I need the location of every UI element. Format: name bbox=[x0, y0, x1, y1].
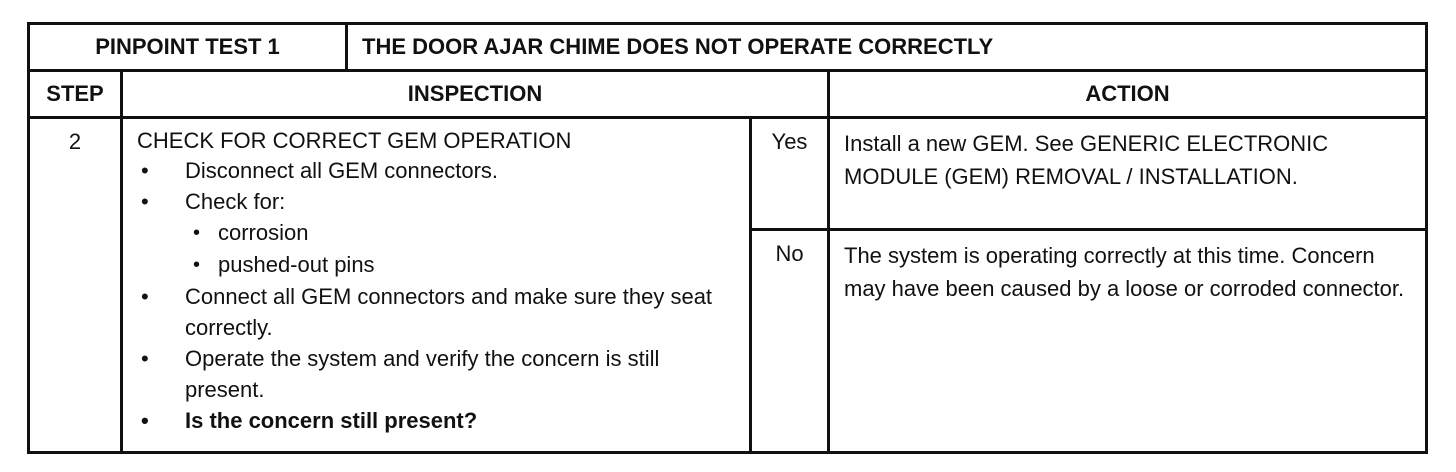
step-row-yes bbox=[29, 118, 1427, 230]
test-header-row bbox=[29, 24, 1427, 71]
step-title: CHECK FOR CORRECT GEM OPERATION bbox=[137, 128, 572, 153]
action-column-header: ACTION bbox=[829, 71, 1427, 118]
column-header-row bbox=[29, 71, 1427, 118]
inspection-step bbox=[137, 186, 739, 281]
test-number: PINPOINT TEST 1 bbox=[29, 24, 347, 71]
inspection-question: • Is the concern still present? bbox=[137, 405, 739, 436]
check-item: • pushed-out pins bbox=[185, 249, 739, 281]
inspection-cell bbox=[122, 118, 751, 453]
inspection-steps bbox=[137, 155, 739, 436]
inspection-step-text: Check for: bbox=[185, 189, 286, 214]
pinpoint-test-sheet bbox=[27, 22, 1425, 454]
inspection-step: • Operate the system and verify the concern is still present. bbox=[137, 343, 739, 405]
inspection-step: • Disconnect all GEM connectors. bbox=[137, 155, 739, 186]
action-yes: Install a new GEM. See GENERIC ELECTRONIC MODULE (GEM) REMOVAL / INSTALLATION. bbox=[829, 118, 1427, 230]
inspection-step: • Connect all GEM connectors and make sure they seat correctly. bbox=[137, 281, 739, 343]
inspection-column-header: INSPECTION bbox=[122, 71, 829, 118]
answer-no: No bbox=[751, 230, 829, 453]
answer-yes: Yes bbox=[751, 118, 829, 230]
check-items bbox=[185, 217, 739, 281]
pinpoint-test-table bbox=[27, 22, 1428, 454]
test-title: THE DOOR AJAR CHIME DOES NOT OPERATE CORRECTLY bbox=[347, 24, 1427, 71]
step-column-header: STEP bbox=[29, 71, 122, 118]
action-no: The system is operating correctly at this time. Concern may have been caused by a loose or corroded connector. bbox=[829, 230, 1427, 453]
check-item: • corrosion bbox=[185, 217, 739, 249]
step-number: 2 bbox=[29, 118, 122, 453]
